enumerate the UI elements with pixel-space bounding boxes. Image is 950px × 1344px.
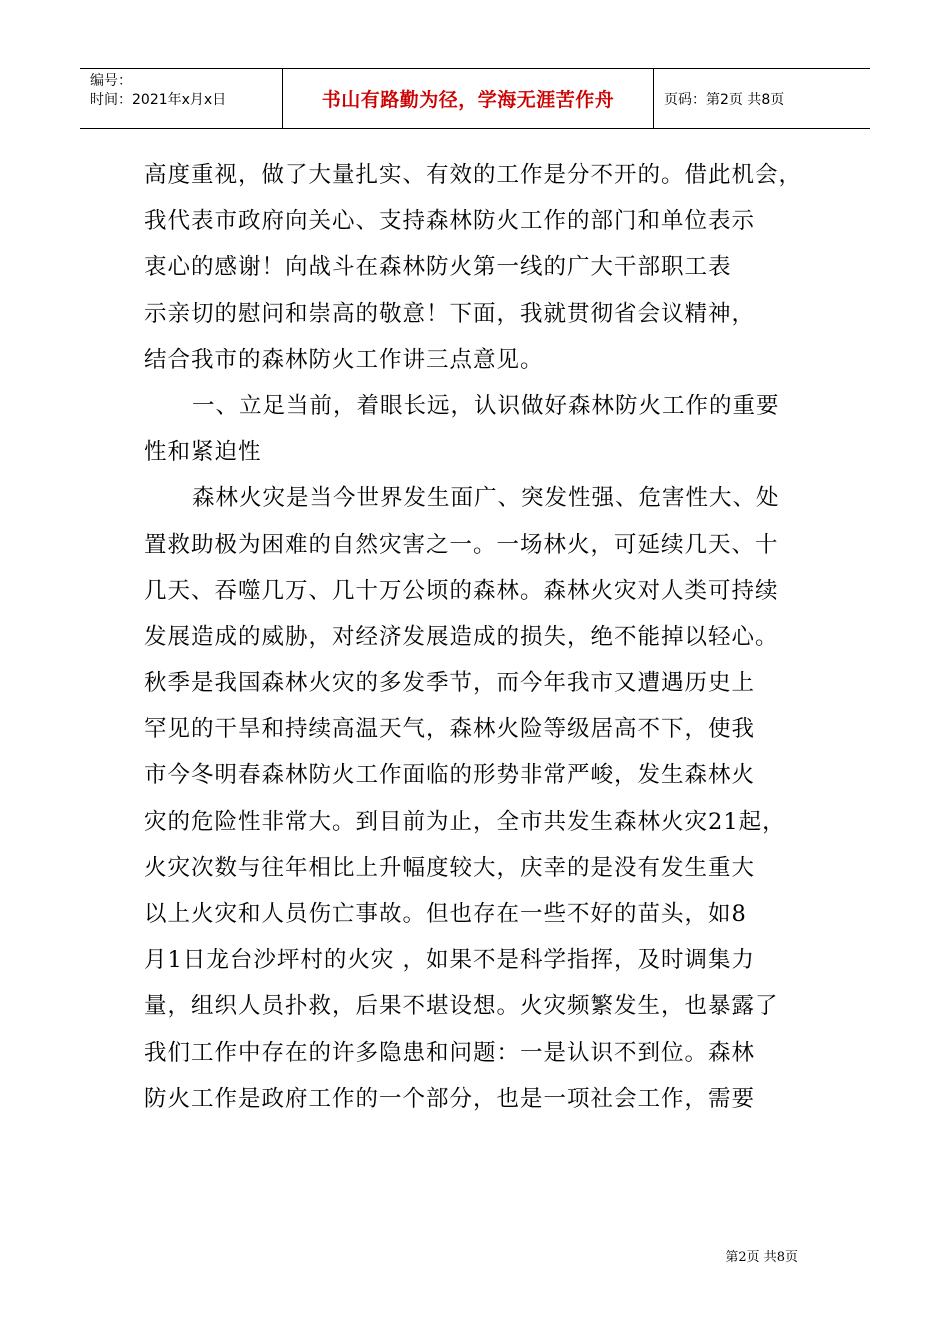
header-page-number: 页码：第2页 共8页: [664, 91, 785, 108]
document-body: [144, 152, 824, 1122]
document-number-label: 编号：: [90, 73, 132, 89]
body-line: 罕见的干旱和持续高温天气，森林火险等级居高不下，使我: [144, 716, 756, 743]
motto-text: 书山有路勤为径，学海无涯苦作舟: [321, 89, 615, 111]
body-line: 结合我市的森林防火工作讲三点意见。: [144, 346, 544, 373]
page-header: [80, 68, 870, 129]
body-line: 发展造成的威胁，对经济发展造成的损失，绝不能掉以轻心。: [144, 623, 779, 650]
body-line: 秋季是我国森林火灾的多发季节，而今年我市又遭遇历史上: [144, 670, 756, 697]
body-line: 几天、吞噬几万、几十万公顷的森林。森林火灾对人类可持续: [144, 577, 779, 604]
header-motto: [282, 69, 654, 128]
body-line: 市今冬明春森林防火工作面临的形势非常严峻，发生森林火: [144, 762, 756, 789]
body-line: 高度重视，做了大量扎实、有效的工作是分不开的。借此机会，: [144, 162, 803, 188]
body-line: 月1日龙台沙坪村的火灾 ，如果不是科学指挥，及时调集力: [144, 947, 755, 974]
body-line: 火灾次数与往年相比上升幅度较大，庆幸的是没有发生重大: [144, 854, 756, 881]
body-line: 我代表市政府向关心、支持森林防火工作的部门和单位表示: [144, 208, 756, 235]
body-line: 量，组织人员扑救，后果不堪设想。火灾频繁发生，也暴露了: [144, 993, 779, 1020]
body-line: 衷心的感谢！向战斗在森林防火第一线的广大干部职工表: [144, 254, 732, 281]
section-heading-continued: 性和紧迫性: [144, 439, 262, 466]
body-line: 灾的危险性非常大。到目前为止，全市共发生森林火灾21起，: [144, 808, 786, 835]
section-heading: 一、立足当前，着眼长远，认识做好森林防火工作的重要: [192, 392, 780, 419]
body-line: 以上火灾和人员伤亡事故。但也存在一些不好的苗头，如8: [144, 901, 747, 927]
body-line: 我们工作中存在的许多隐患和问题：一是认识不到位。森林: [144, 1039, 756, 1066]
body-line: 置救助极为困难的自然灾害之一。一场林火，可延续几天、十: [144, 531, 779, 558]
body-line: 示亲切的慰问和崇高的敬意！下面，我就贯彻省会议精神，: [144, 300, 756, 327]
body-line: 森林火灾是当今世界发生面广、突发性强、危害性大、处: [192, 485, 780, 512]
document-date-label: 时间：2021年x月x日: [90, 92, 227, 108]
page-footer: 第2页 共8页: [725, 1250, 798, 1265]
header-meta: [80, 69, 282, 128]
body-line: 防火工作是政府工作的一个部分，也是一项社会工作，需要: [144, 1085, 756, 1112]
header-page-info: [654, 69, 870, 128]
